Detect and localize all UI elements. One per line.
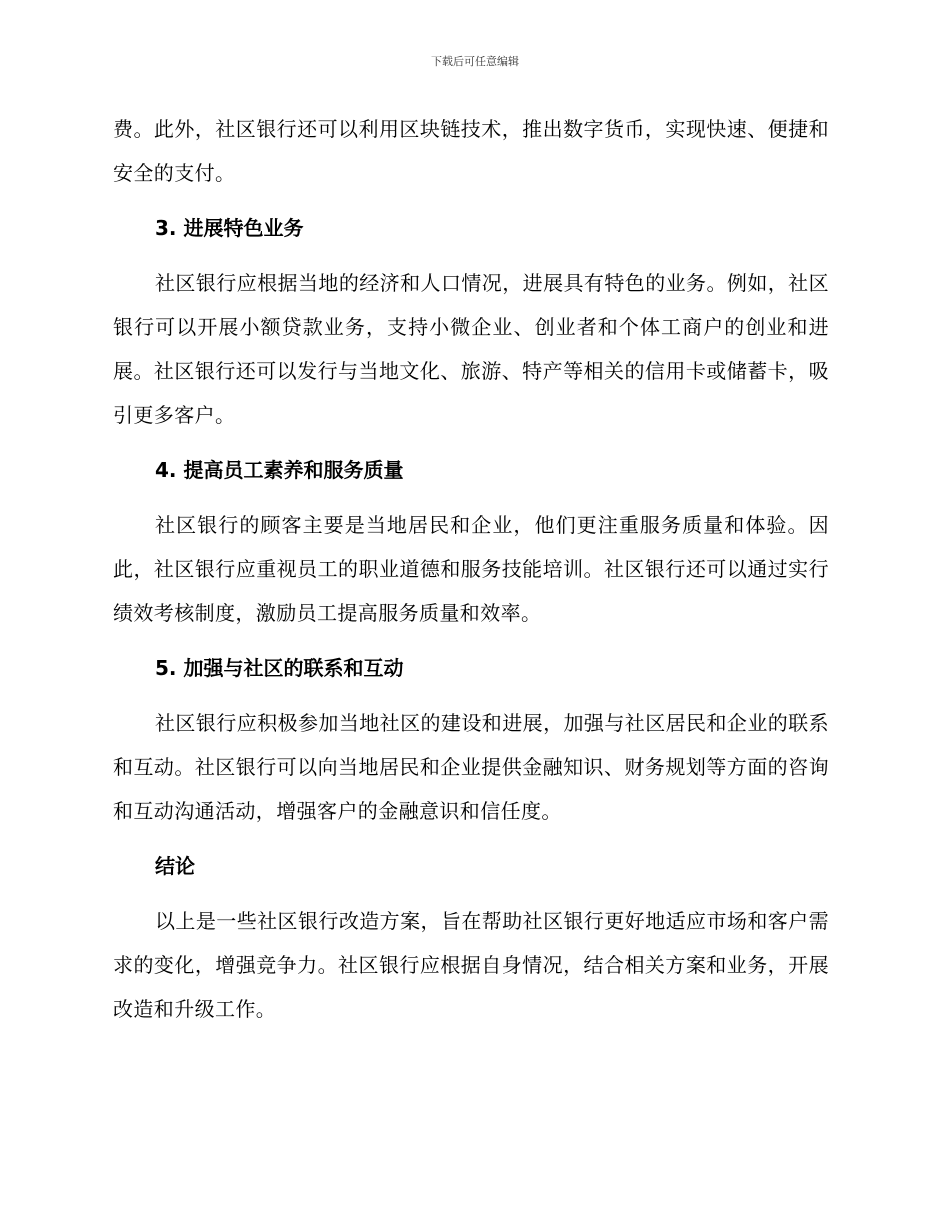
document-body	[113, 107, 829, 1042]
section-heading-4: 4. 提高员工素养和服务质量	[155, 458, 404, 482]
section-heading-5: 5. 加强与社区的联系和互动	[155, 656, 404, 680]
paragraph-community-interaction: 社区银行应积极参加当地社区的建设和进展，加强与社区居民和企业的联系和互动。社区银行可以向当地居民和企业提供金融知识、财务规划等方面的咨询和互动沟通活动，增强客户的金融意识和信任度。	[113, 711, 829, 823]
page-header: 下载后可任意编辑	[431, 55, 519, 68]
paragraph-staff-quality: 社区银行的顾客主要是当地居民和企业，他们更注重服务质量和体验。因此，社区银行应重视员工的职业道德和服务技能培训。社区银行还可以通过实行绩效考核制度，激励员工提高服务质量和效率。	[113, 513, 829, 625]
paragraph-conclusion: 以上是一些社区银行改造方案，旨在帮助社区银行更好地适应市场和客户需求的变化，增强竞争力。社区银行应根据自身情况，结合相关方案和业务，开展改造和升级工作。	[113, 909, 829, 1021]
paragraph-continuation: 费。此外，社区银行还可以利用区块链技术，推出数字货币，实现快速、便捷和安全的支付。	[113, 117, 829, 185]
section-heading-conclusion: 结论	[155, 854, 195, 878]
paragraph-special-business: 社区银行应根据当地的经济和人口情况，进展具有特色的业务。例如，社区银行可以开展小额贷款业务，支持小微企业、创业者和个体工商户的创业和进展。社区银行还可以发行与当地文化、旅游、特产等相关的信用卡或储蓄卡，吸引更多客户。	[113, 271, 829, 427]
section-heading-3: 3. 进展特色业务	[155, 216, 304, 240]
